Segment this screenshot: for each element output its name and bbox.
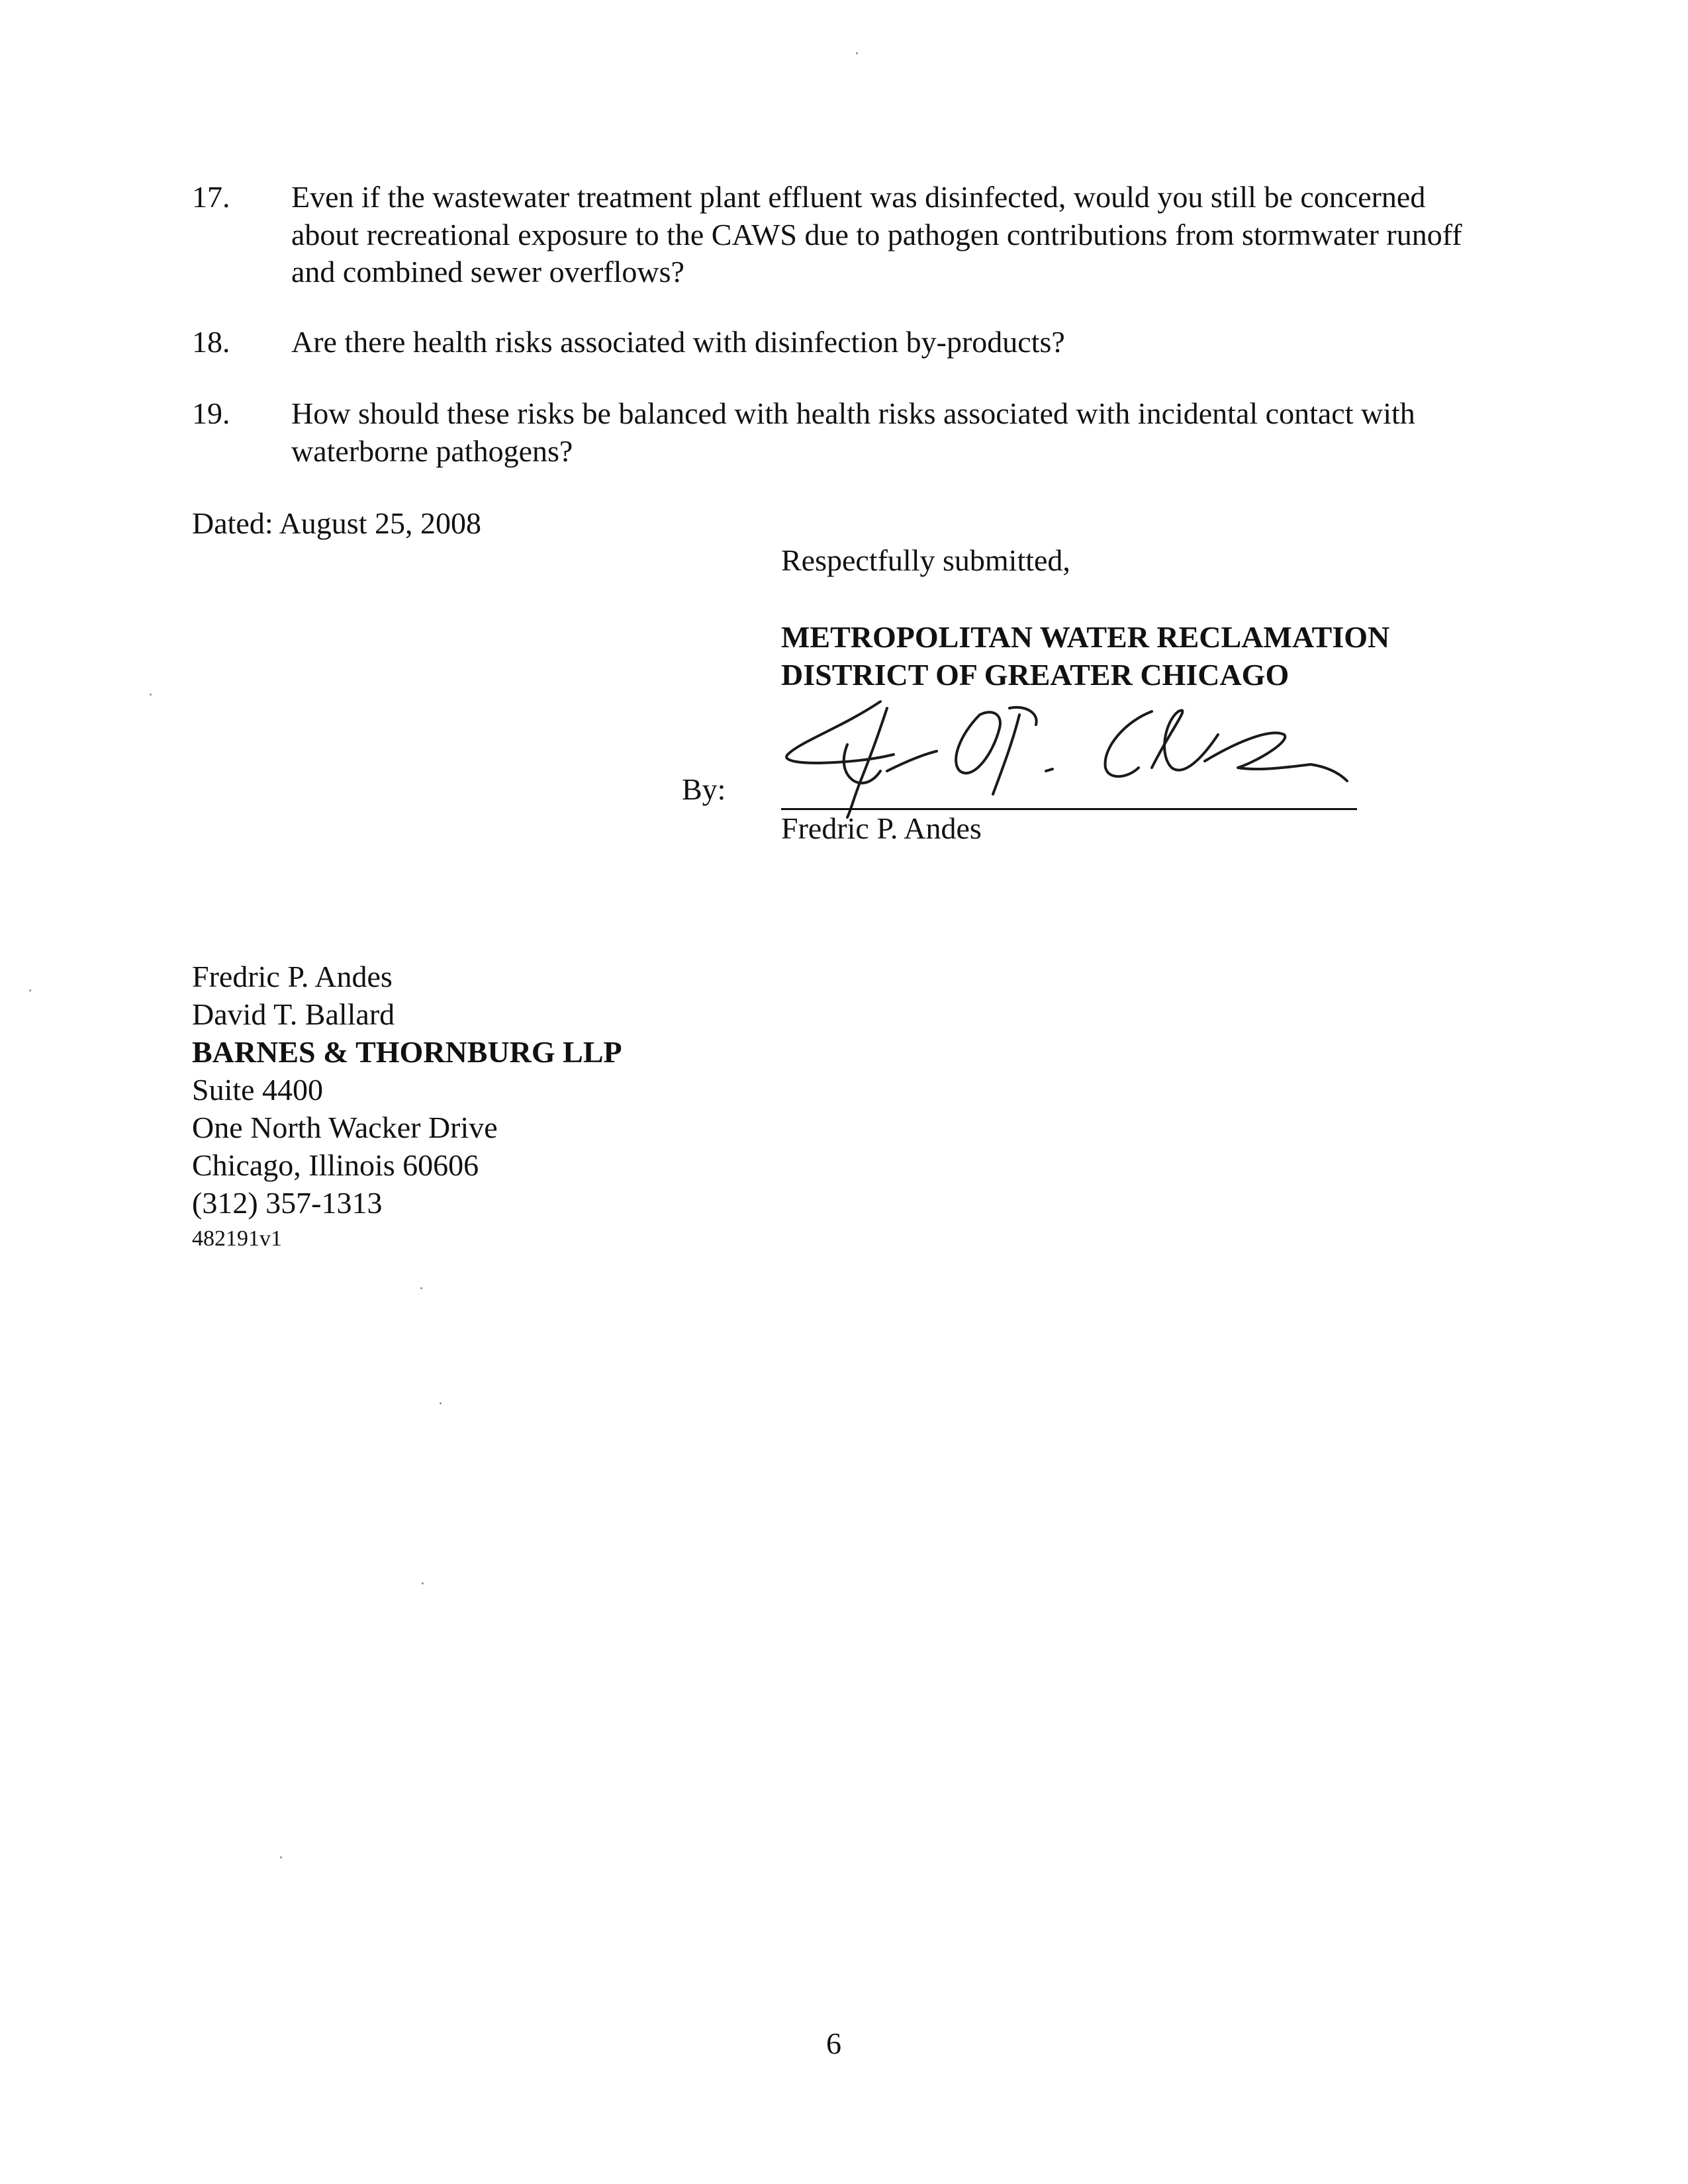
organization-line-1: METROPOLITAN WATER RECLAMATION — [781, 620, 1390, 654]
scan-speck — [440, 1402, 442, 1404]
firm-phone: (312) 357-1313 — [192, 1186, 383, 1220]
question-18-text: Are there health risks associated with disinfection by-products? — [291, 325, 1065, 359]
counsel-name-1: Fredric P. Andes — [192, 960, 393, 993]
dated-line: Dated: August 25, 2008 — [192, 506, 481, 540]
handwritten-signature — [781, 688, 1364, 821]
question-19-number: 19. — [192, 396, 230, 430]
scan-speck — [420, 1287, 422, 1289]
signer-name: Fredric P. Andes — [781, 811, 982, 845]
scan-speck — [29, 989, 31, 991]
firm-name: BARNES & THORNBURG LLP — [192, 1035, 622, 1069]
scan-speck — [856, 52, 858, 54]
closing-text: Respectfully submitted, — [781, 543, 1070, 577]
firm-street: One North Wacker Drive — [192, 1111, 498, 1144]
question-19-text: How should these risks be balanced with health risks associated with incidental contact with waterborne pathogens? — [291, 396, 1415, 468]
scan-speck — [422, 1582, 424, 1584]
question-18-number: 18. — [192, 325, 230, 359]
firm-city: Chicago, Illinois 60606 — [192, 1148, 479, 1182]
page-number: 6 — [826, 2026, 841, 2060]
document-id: 482191v1 — [192, 1226, 282, 1251]
by-label: By: — [682, 772, 726, 806]
question-17-number: 17. — [192, 180, 230, 214]
firm-suite: Suite 4400 — [192, 1073, 324, 1107]
question-17-text: Even if the wastewater treatment plant effluent was disinfected, would you still be concerned about recreational exposure to the CAWS due to pathogen contributions from stormwater runoff and combined sewer overflows? — [291, 180, 1462, 289]
scan-speck — [150, 694, 152, 696]
counsel-name-2: David T. Ballard — [192, 997, 395, 1031]
scan-speck — [280, 1856, 282, 1858]
organization-line-2: DISTRICT OF GREATER CHICAGO — [781, 658, 1289, 692]
